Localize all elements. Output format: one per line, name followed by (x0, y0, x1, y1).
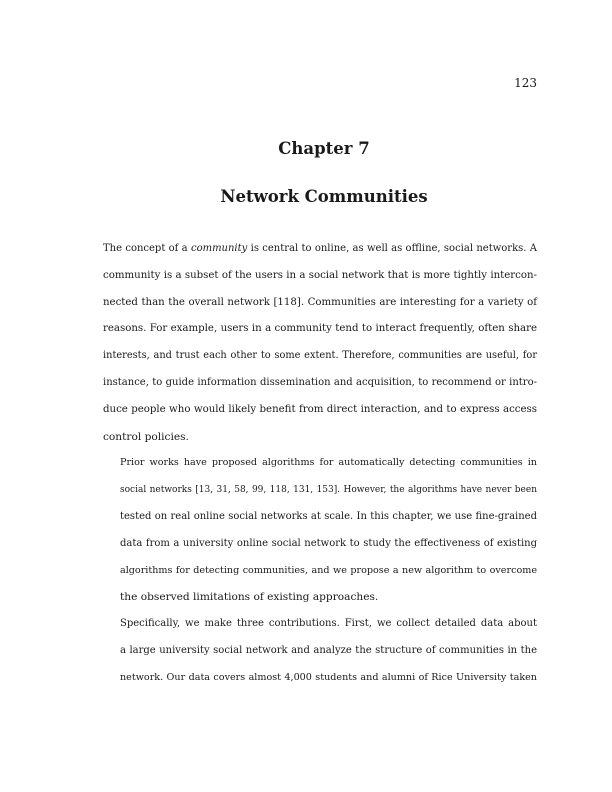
paragraph-line: reasons. For example, users in a community tend to interact frequently, often share (103, 323, 537, 335)
paragraph-line: duce people who would likely benefit from direct interaction, and to express access (103, 403, 537, 415)
chapter-label: Chapter 7 (278, 139, 370, 158)
paragraph-line: Prior works have proposed algorithms for automatically detecting communities in (120, 457, 537, 469)
paragraph-line: tested on real online social networks at scale. In this chapter, we use fine-grained (120, 510, 537, 522)
paragraph-2 (103, 450, 537, 611)
paragraph-line: data from a university online social network to study the effectiveness of existing (120, 537, 537, 549)
paragraph-line: social networks [13, 31, 58, 99, 118, 131, 153]. However, the algorithms have never been (120, 485, 537, 496)
emphasis-community: community (190, 243, 248, 254)
paragraph-1 (103, 236, 537, 450)
paragraph-line: network. Our data covers almost 4,000 students and alumni of Rice University taken (120, 671, 537, 683)
paragraph-line: instance, to guide information dissemination and acquisition, to recommend or intro- (103, 376, 537, 388)
page-number: 123 (514, 76, 537, 90)
paragraph-line: nected than the overall network [118]. Communities are interesting for a variety of (103, 296, 537, 308)
body-text (103, 236, 537, 692)
paragraph-line: control policies. (103, 430, 189, 443)
paragraph-line: community is a subset of the users in a social network that is more tightly intercon- (103, 269, 537, 281)
paragraph-line: The concept of a community is central to online, as well as offline, social networks. A (103, 243, 537, 254)
chapter-title: Network Communities (220, 187, 428, 206)
paragraph-3 (103, 611, 537, 691)
paragraph-line: the observed limitations of existing approaches. (120, 591, 379, 604)
paragraph-line: algorithms for detecting communities, and we propose a new algorithm to overcome (120, 564, 537, 576)
paragraph-line: Specifically, we make three contributions. First, we collect detailed data about (120, 618, 537, 630)
paragraph-line: a large university social network and analyze the structure of communities in the (120, 644, 537, 656)
paragraph-line: interests, and trust each other to some extent. Therefore, communities are useful, for (103, 350, 537, 362)
